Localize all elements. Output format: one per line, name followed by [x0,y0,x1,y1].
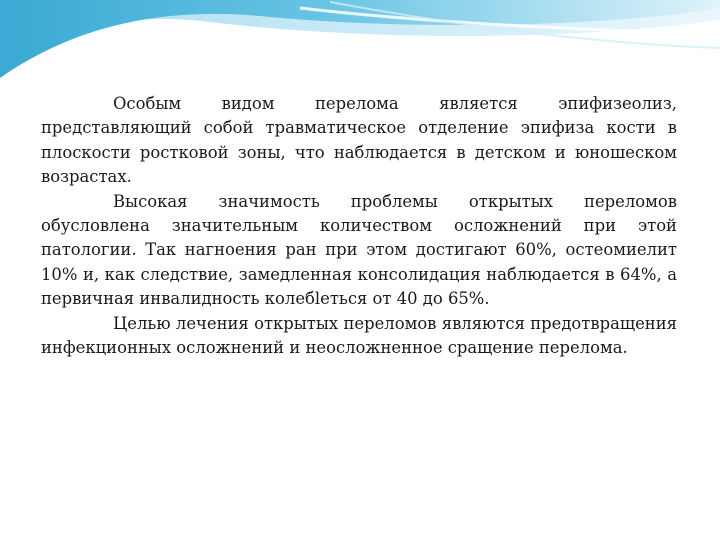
paragraph-treatment-goal: Целью лечения открытых переломов являются предотвращения инфекционных осложнений и неосложненное сращение перелома. [41,313,677,358]
header-wave-decoration [0,0,720,90]
body-text [41,92,677,360]
wave-front-band [0,0,720,78]
paragraph-epiphysiolysis: Особым видом перелома является эпифизеолиз, представляющий собой травматическое отделение эпифиза кости в плоскости ростковой зоны, что наблюдается в детском и юношеском возрастах. [41,94,677,187]
paragraph-open-fractures-significance: Высокая значимость проблемы открытых переломов обусловлена значительным количеством осложнений при этой патологии. Так нагноения ран при этом достигают 60%, остеомиелит 10% и, как следствие, замедленная консолидация наблюдается в 64%, а первичная инвалидность колебleться от 40 до 65%. [41,191,677,309]
